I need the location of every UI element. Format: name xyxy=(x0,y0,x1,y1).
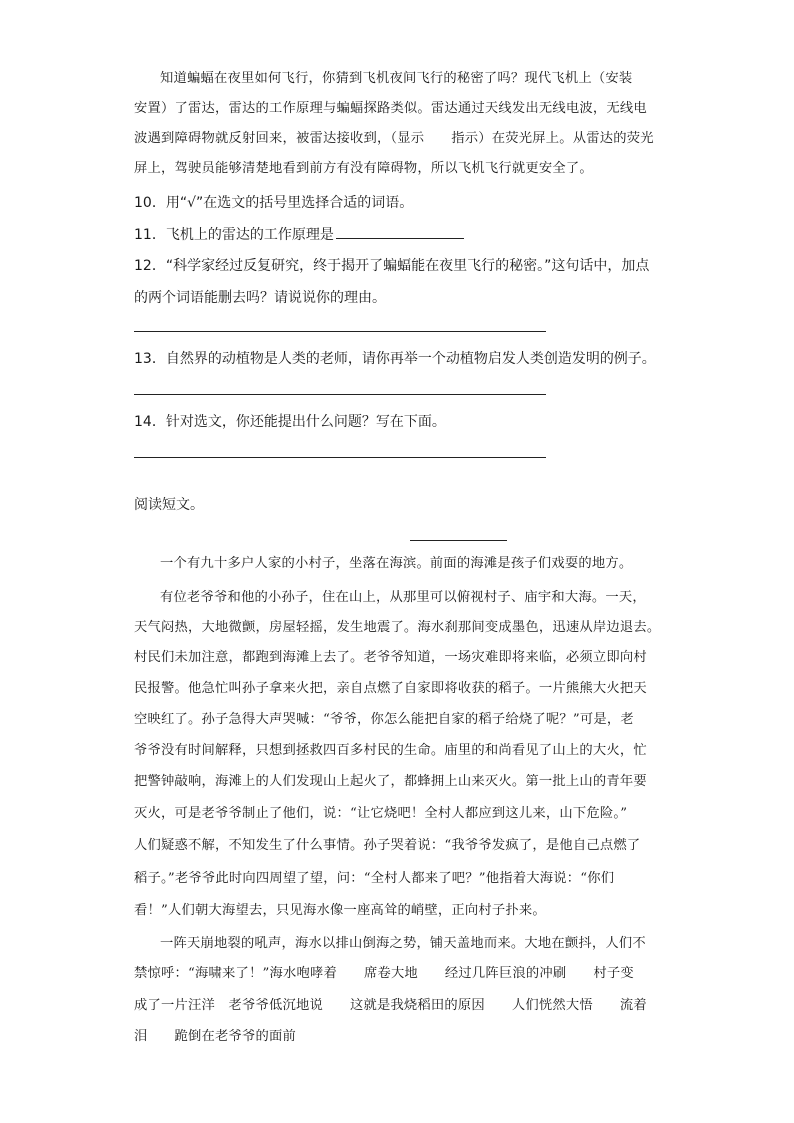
question-10: 10．用“√”在选文的括号里选择合适的词语。 xyxy=(134,195,414,211)
passage2-line-6: 空映红了。孙子急得大声哭喊：“爷爷，你怎么能把自家的稻子给烧了呢？”可是，老 xyxy=(134,712,634,727)
question-12-line-2: 的两个词语能删去吗？请说说你的理由。 xyxy=(134,290,386,306)
passage2-line-15: 成了一片汪洋 老爷爷低沉地说 这就是我烧稻田的原因 人们恍然大悟 流着 xyxy=(134,998,647,1013)
passage2-line-8: 把警钟敲响，海滩上的人们发现山上起火了，都蜂拥上山来灭火。第一批上山的青年要 xyxy=(134,774,647,789)
passage2-line-13: 一阵天崩地裂的吼声，海水以排山倒海之势，铺天盖地而来。大地在颤抖，人们不 xyxy=(160,936,646,951)
passage2-line-10: 人们疑惑不解，不知发生了什么事情。孙子哭着说：“我爷爷发疯了，是他自己点燃了 xyxy=(134,838,641,853)
passage2-line-9: 灭火，可是老爷爷制止了他们，说：“让它烧吧！全村人都应到这儿来，山下危险。” xyxy=(134,806,628,821)
passage1-line-3: 波遇到障碍物就反射回来，被雷达接收到，（显示 指示）在荧光屏上。从雷达的荧光 xyxy=(134,131,654,146)
answer-line-13[interactable] xyxy=(134,394,546,395)
passage2-line-1: 一个有九十多户人家的小村子，坐落在海滨。前面的海滩是孩子们戏耍的地方。 xyxy=(160,556,633,571)
passage1-line-2: 安置）了雷达，雷达的工作原理与蝙蝠探路类似。雷达通过天线发出无线电波，无线电 xyxy=(134,101,647,116)
passage2-line-5: 民报警。他急忙叫孙子拿来火把，亲自点燃了自家即将收获的稻子。一片熊熊大火把天 xyxy=(134,681,647,696)
passage2-line-3: 天气闷热，大地微颤，房屋轻摇，发生地震了。海水刹那间变成墨色，迅速从岸边退去。 xyxy=(134,620,661,635)
answer-line-12[interactable] xyxy=(134,331,546,332)
question-14: 14．针对选文，你还能提出什么问题？写在下面。 xyxy=(134,414,446,430)
passage2-line-11: 稻子。”老爷爷此时向四周望了望，问：“全村人都来了吧？”他指着大海说：“你们 xyxy=(134,871,615,886)
answer-line-14[interactable] xyxy=(134,457,546,458)
section2-intro: 阅读短文。 xyxy=(134,497,204,513)
question-12-line-1: 12．“科学家经过反复研究，终于揭开了蝙蝠能在夜里飞行的秘密。”这句话中，加点 xyxy=(134,258,650,274)
passage2-line-2: 有位老爷爷和他的小孙子，住在山上，从那里可以俯视村子、庙宇和大海。一天， xyxy=(160,590,646,605)
answer-blank-11[interactable] xyxy=(336,224,464,239)
passage2-line-4: 村民们未加注意，都跑到海滩上去了。老爷爷知道，一场灾难即将来临，必须立即向村 xyxy=(134,650,647,665)
passage2-line-16: 泪 跪倒在老爷爷的面前 xyxy=(134,1029,296,1044)
question-13: 13．自然界的动植物是人类的老师，请你再举一个动植物启发人类创造发明的例子。 xyxy=(134,351,656,367)
title-blank-line[interactable] xyxy=(410,540,507,541)
passage1-line-1: 知道蝙蝠在夜里如何飞行，你猜到飞机夜间飞行的秘密了吗？现代飞机上（安装 xyxy=(160,71,633,86)
passage2-line-14: 禁惊呼：“海啸来了！”海水咆哮着 席卷大地 经过几阵巨浪的冲刷 村子变 xyxy=(134,966,634,981)
passage2-line-7: 爷爷没有时间解释，只想到拯救四百多村民的生命。庙里的和尚看见了山上的大火，忙 xyxy=(134,743,647,758)
question-11-text: 11．飞机上的雷达的工作原理是 xyxy=(134,227,334,243)
question-11 xyxy=(134,224,464,244)
passage1-line-4: 屏上，驾驶员能够清楚地看到前方有没有障碍物，所以飞机飞行就更安全了。 xyxy=(134,161,593,176)
passage2-line-12: 看！”人们朝大海望去，只见海水像一座高耸的峭壁，正向村子扑来。 xyxy=(134,903,546,918)
